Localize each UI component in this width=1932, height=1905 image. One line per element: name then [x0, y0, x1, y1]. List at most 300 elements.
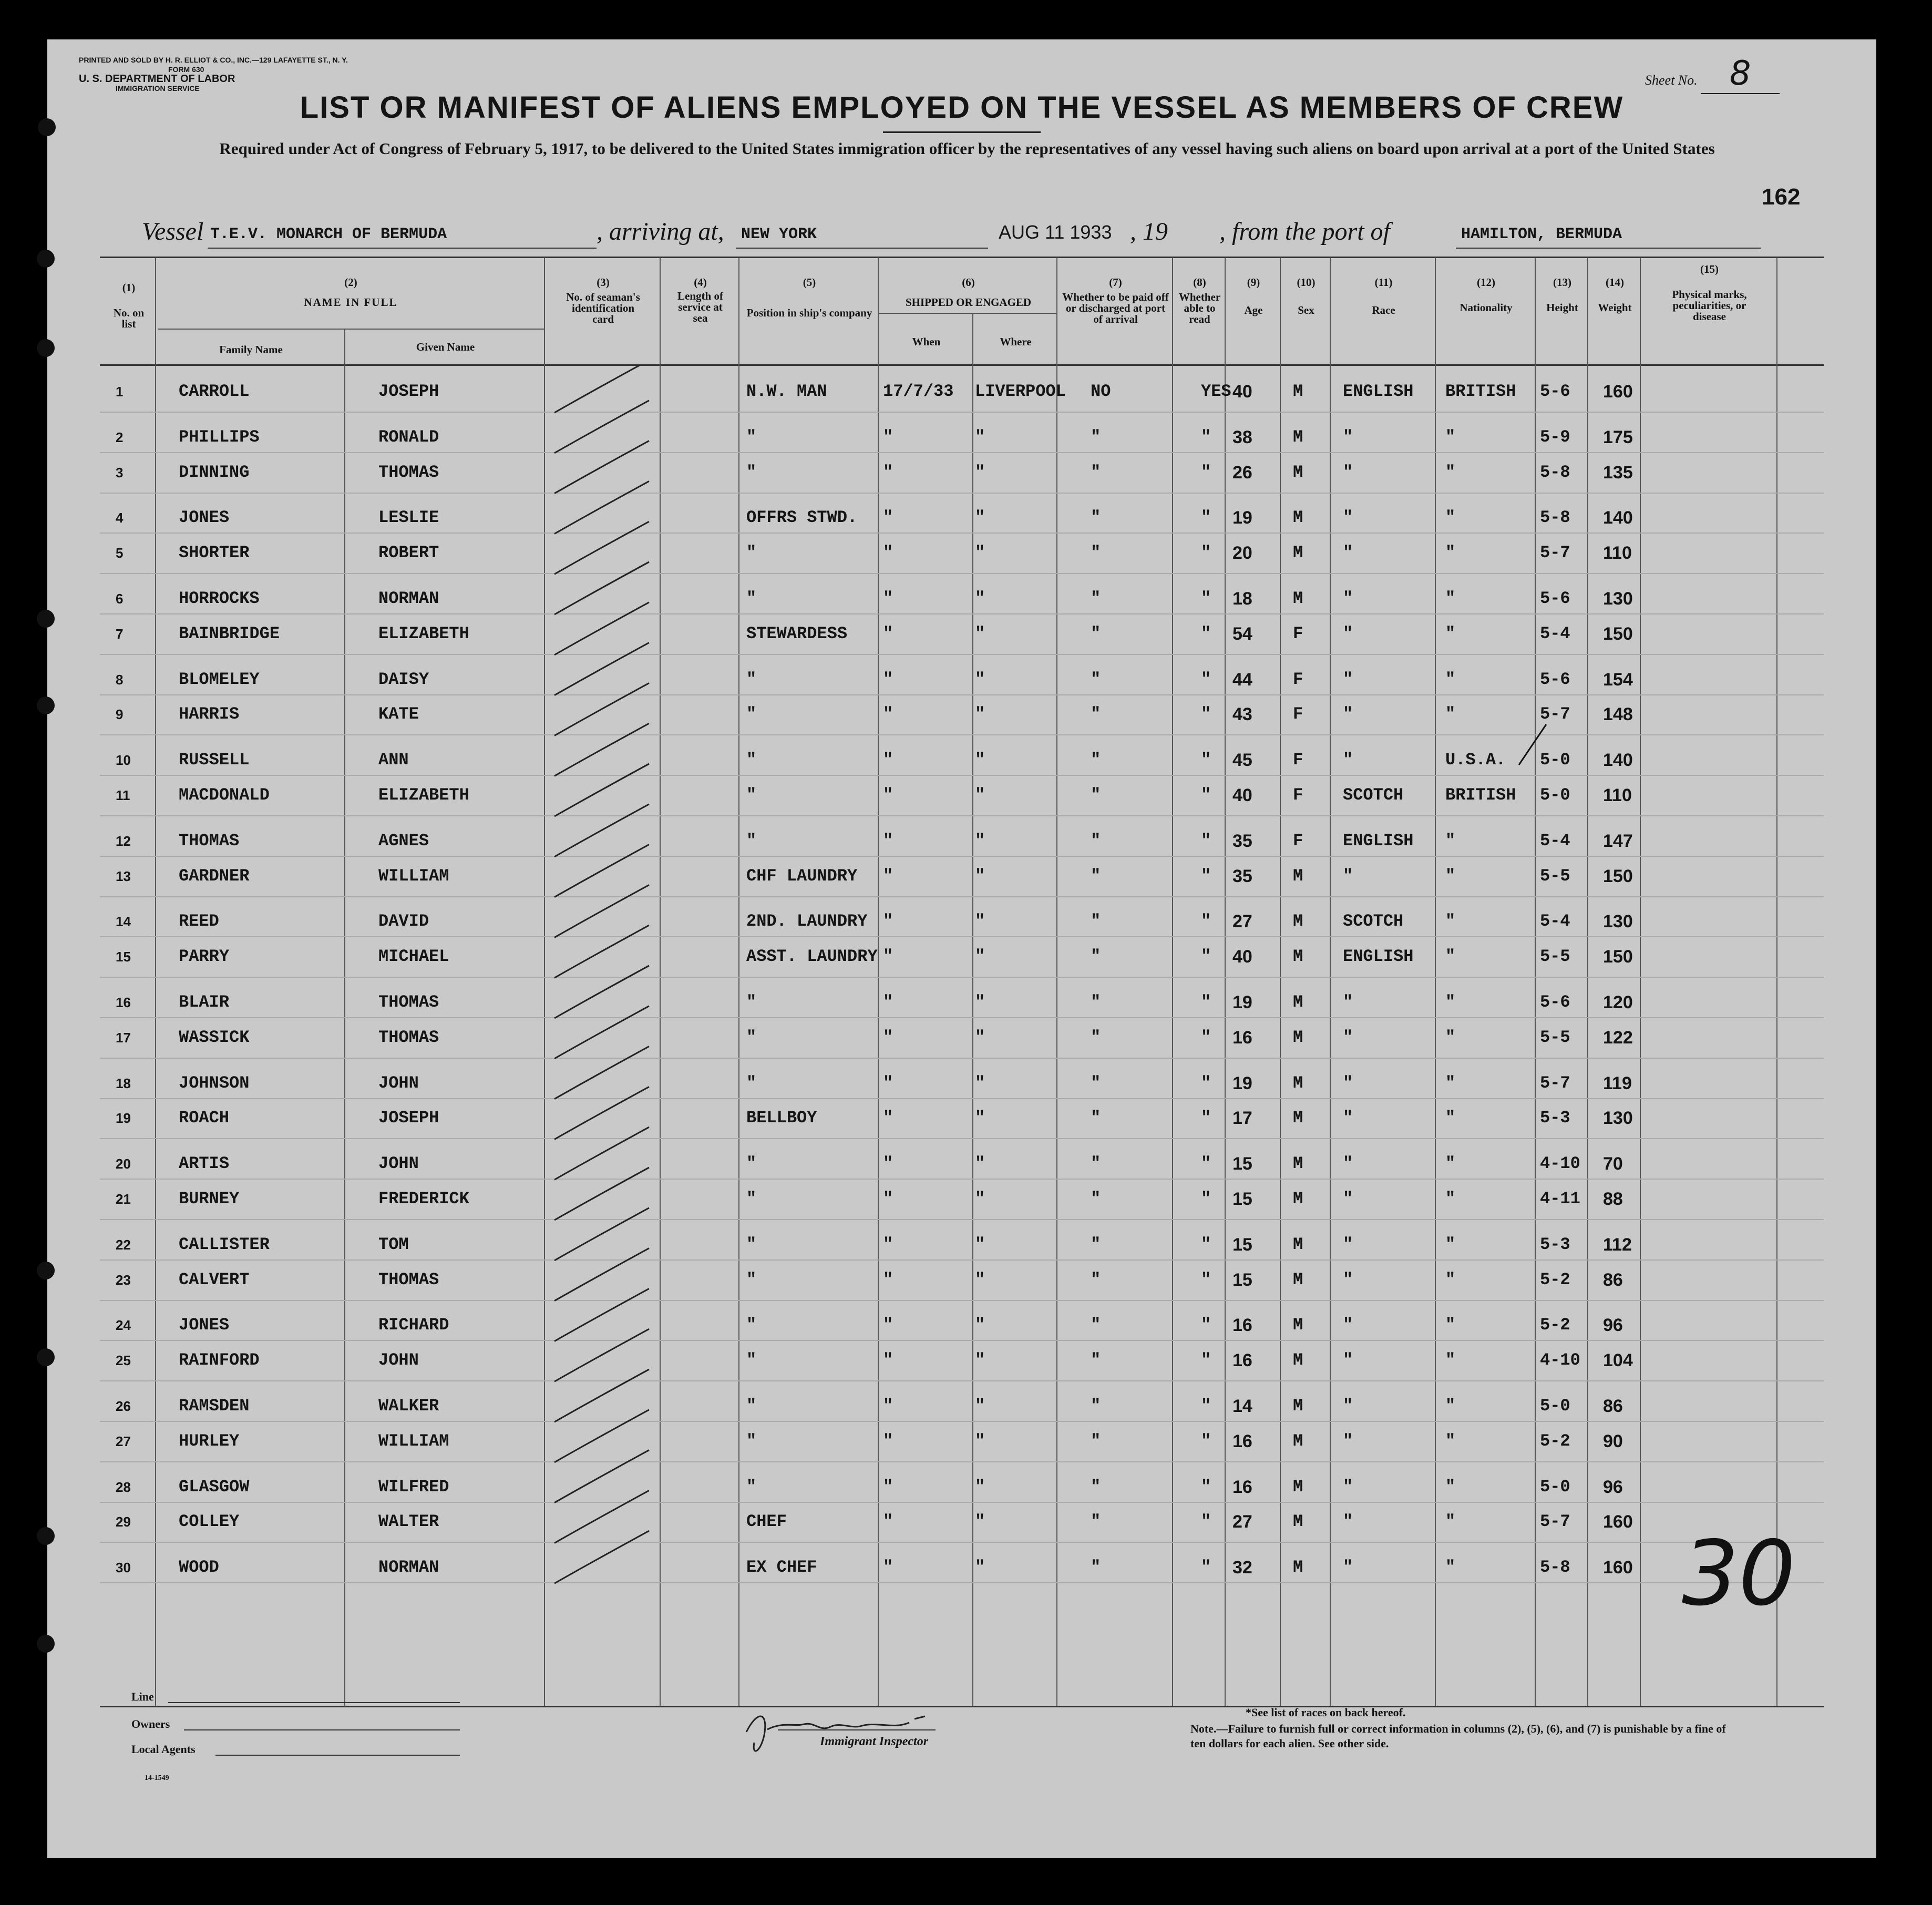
cell-age: 32 — [1232, 1558, 1252, 1578]
cell-able-to-read: " — [1201, 1396, 1211, 1416]
row-rule — [100, 815, 1824, 816]
cell-nationality: BRITISH — [1445, 785, 1516, 805]
cell-shipped-where: " — [975, 1431, 985, 1451]
binder-hole — [37, 1348, 55, 1366]
vessel-label: Vessel — [142, 218, 204, 245]
cell-sex: M — [1293, 427, 1303, 447]
cell-position: " — [746, 1269, 757, 1289]
cell-given-name: ANN — [378, 750, 409, 770]
cell-given-name: WALKER — [378, 1396, 439, 1416]
cell-given-name: NORMAN — [378, 1558, 439, 1578]
cell-given-name: THOMAS — [378, 1027, 439, 1047]
sheet-number: 8 — [1701, 54, 1780, 94]
cell-family-name: PHILLIPS — [179, 427, 260, 447]
cell-race: " — [1343, 1315, 1353, 1335]
pen-stroke — [554, 1248, 649, 1301]
cell-shipped-when: " — [883, 1269, 893, 1289]
pen-stroke — [554, 723, 649, 776]
col10-header: Sex — [1298, 304, 1314, 316]
cell-shipped-where: " — [975, 1269, 985, 1289]
races-note: *See list of races on back hereof. — [1246, 1706, 1406, 1719]
cell-shipped-where: " — [975, 1477, 985, 1497]
cell-shipped-where: " — [975, 589, 985, 608]
cell-sex: F — [1293, 831, 1303, 851]
cell-row-number: 25 — [116, 1353, 131, 1369]
cell-able-to-read: " — [1201, 1431, 1211, 1451]
cell-height: 5-7 — [1540, 543, 1570, 563]
cell-race: " — [1343, 750, 1353, 770]
col2-header: NAME IN FULL — [304, 296, 398, 309]
cell-height: 5-7 — [1540, 704, 1570, 724]
row-rule — [100, 452, 1824, 453]
cell-family-name: CALVERT — [179, 1269, 250, 1289]
col5-header: Position in ship's company — [746, 306, 872, 319]
cell-age: 16 — [1232, 1431, 1252, 1451]
cell-able-to-read: " — [1201, 1234, 1211, 1254]
cell-paid-off: " — [1091, 427, 1101, 447]
col2-family-header: Family Name — [219, 343, 283, 356]
cell-shipped-when: " — [883, 831, 893, 851]
cell-sex: M — [1293, 911, 1303, 931]
cell-shipped-where: " — [975, 543, 985, 563]
cell-given-name: WALTER — [378, 1512, 439, 1532]
column-divider — [1280, 258, 1281, 1706]
col9-header: Age — [1244, 304, 1263, 316]
cell-shipped-where: " — [975, 866, 985, 886]
cell-shipped-where: " — [975, 1396, 985, 1416]
cell-weight: 140 — [1603, 750, 1633, 771]
col15-header: Physical marks, peculiarities, or disease — [1672, 288, 1747, 323]
cell-position: " — [746, 1189, 757, 1208]
cell-nationality: " — [1445, 1189, 1456, 1208]
pen-stroke — [554, 1410, 649, 1462]
binder-hole — [37, 1262, 55, 1279]
cell-race: " — [1343, 992, 1353, 1012]
form-number: FORM 630 — [168, 65, 204, 74]
cell-shipped-where: " — [975, 1512, 985, 1532]
pen-stroke — [554, 683, 649, 735]
col8-number: (8) — [1193, 276, 1206, 289]
col2-number: (2) — [344, 276, 357, 289]
cell-race: " — [1343, 508, 1353, 528]
row-rule — [100, 1542, 1824, 1543]
cell-position: " — [746, 785, 757, 805]
cell-race: " — [1343, 1396, 1353, 1416]
column-divider — [1776, 258, 1777, 1706]
cell-family-name: CALLISTER — [179, 1234, 270, 1254]
cell-given-name: ROBERT — [378, 543, 439, 563]
cell-shipped-where: " — [975, 1558, 985, 1578]
cell-row-number: 2 — [116, 429, 124, 445]
cell-age: 43 — [1232, 704, 1252, 725]
cell-weight: 160 — [1603, 382, 1633, 402]
line-underline — [168, 1702, 460, 1703]
cell-sex: F — [1293, 704, 1303, 724]
cell-shipped-where: " — [975, 1073, 985, 1093]
cell-position: " — [746, 704, 757, 724]
cell-sex: M — [1293, 543, 1303, 563]
cell-sex: F — [1293, 750, 1303, 770]
cell-weight: 122 — [1603, 1027, 1633, 1048]
cell-row-number: 30 — [116, 1560, 131, 1576]
cell-shipped-where: " — [975, 462, 985, 482]
cell-nationality: " — [1445, 911, 1456, 931]
cell-family-name: THOMAS — [179, 831, 240, 851]
col9-number: (9) — [1247, 276, 1260, 289]
row-rule — [100, 1300, 1824, 1301]
cell-row-number: 19 — [116, 1110, 131, 1126]
col6-when-header: When — [912, 335, 941, 348]
cell-family-name: GARDNER — [179, 866, 250, 886]
cell-paid-off: " — [1091, 704, 1101, 724]
cell-shipped-when: " — [883, 462, 893, 482]
cell-sex: M — [1293, 589, 1303, 608]
cell-weight: 104 — [1603, 1350, 1633, 1371]
cell-shipped-where: " — [975, 623, 985, 643]
cell-paid-off: " — [1091, 1027, 1101, 1047]
cell-age: 17 — [1232, 1108, 1252, 1129]
from-label: , from the port of — [1219, 218, 1390, 245]
cell-family-name: BAINBRIDGE — [179, 623, 280, 643]
col6-header: SHIPPED OR ENGAGED — [905, 296, 1032, 309]
cell-race: ENGLISH — [1343, 831, 1414, 851]
cell-able-to-read: " — [1201, 1154, 1211, 1174]
cell-position: " — [746, 589, 757, 608]
cell-position: OFFRS STWD. — [746, 508, 858, 528]
cell-paid-off: " — [1091, 947, 1101, 967]
cell-position: " — [746, 750, 757, 770]
pen-stroke — [554, 1127, 649, 1180]
binder-hole — [37, 1635, 55, 1653]
cell-shipped-where: " — [975, 1027, 985, 1047]
cell-height: 5-8 — [1540, 1558, 1570, 1578]
cell-paid-off: " — [1091, 1154, 1101, 1174]
cell-able-to-read: " — [1201, 1512, 1211, 1532]
cell-height: 4-10 — [1540, 1154, 1580, 1174]
cell-position: " — [746, 1234, 757, 1254]
from-port: HAMILTON, BERMUDA — [1461, 226, 1622, 243]
cell-height: 5-2 — [1540, 1315, 1570, 1335]
inspector-label: Immigrant Inspector — [820, 1735, 929, 1748]
cell-given-name: ELIZABETH — [378, 785, 469, 805]
cell-race: " — [1343, 1108, 1353, 1128]
cell-given-name: WILLIAM — [378, 1431, 449, 1451]
cell-position: " — [746, 1027, 757, 1047]
cell-race: " — [1343, 669, 1353, 689]
cell-height: 5-0 — [1540, 785, 1570, 805]
cell-nationality: " — [1445, 427, 1456, 447]
cell-nationality: BRITISH — [1445, 382, 1516, 401]
cell-position: " — [746, 1350, 757, 1370]
col10-number: (10) — [1297, 276, 1316, 289]
cell-shipped-where: " — [975, 704, 985, 724]
cell-age: 14 — [1232, 1396, 1252, 1416]
cell-given-name: KATE — [378, 704, 419, 724]
cell-race: SCOTCH — [1343, 911, 1404, 931]
cell-family-name: GLASGOW — [179, 1477, 250, 1497]
cell-able-to-read: " — [1201, 866, 1211, 886]
cell-paid-off: " — [1091, 1431, 1101, 1451]
cell-sex: M — [1293, 1512, 1303, 1532]
pen-stroke — [554, 401, 649, 453]
cell-given-name: RONALD — [378, 427, 439, 447]
cell-sex: M — [1293, 992, 1303, 1012]
cell-position: " — [746, 1431, 757, 1451]
correction-mark — [1514, 720, 1556, 767]
year-label: , 19 — [1130, 218, 1168, 245]
cell-race: " — [1343, 462, 1353, 482]
cell-row-number: 21 — [116, 1191, 131, 1207]
cell-weight: 110 — [1603, 543, 1632, 564]
row-rule — [100, 734, 1824, 735]
cell-family-name: JONES — [179, 508, 230, 528]
cell-sex: M — [1293, 1350, 1303, 1370]
cell-given-name: WILFRED — [378, 1477, 449, 1497]
cell-height: 5-2 — [1540, 1269, 1570, 1289]
cell-sex: M — [1293, 1396, 1303, 1416]
cell-paid-off: NO — [1091, 382, 1111, 401]
cell-age: 20 — [1232, 543, 1252, 564]
form-code: 14-1549 — [145, 1774, 169, 1782]
cell-nationality: " — [1445, 589, 1456, 608]
cell-able-to-read: " — [1201, 1027, 1211, 1047]
cell-nationality: " — [1445, 1350, 1456, 1370]
cell-height: 5-4 — [1540, 911, 1570, 931]
cell-paid-off: " — [1091, 785, 1101, 805]
row-rule — [100, 412, 1824, 413]
col13-number: (13) — [1553, 276, 1571, 289]
cell-row-number: 20 — [116, 1156, 131, 1172]
cell-given-name: DAVID — [378, 911, 429, 931]
cell-position: " — [746, 992, 757, 1012]
cell-nationality: " — [1445, 543, 1456, 563]
cell-family-name: HURLEY — [179, 1431, 240, 1451]
cell-nationality: " — [1445, 1108, 1456, 1128]
cell-height: 5-8 — [1540, 462, 1570, 482]
inspector-underline — [778, 1729, 936, 1730]
column-divider — [972, 313, 973, 1706]
cell-able-to-read: YES — [1201, 382, 1231, 401]
date-stamp: AUG 11 1933 — [999, 221, 1112, 243]
cell-paid-off: " — [1091, 1477, 1101, 1497]
cell-shipped-where: " — [975, 669, 985, 689]
cell-able-to-read: " — [1201, 911, 1211, 931]
cell-given-name: JOHN — [378, 1350, 419, 1370]
cell-paid-off: " — [1091, 543, 1101, 563]
vessel-underline — [208, 248, 597, 249]
cell-shipped-where: " — [975, 1189, 985, 1208]
column-divider — [1172, 258, 1173, 1706]
cell-height: 5-5 — [1540, 866, 1570, 886]
cell-age: 16 — [1232, 1315, 1252, 1336]
cell-given-name: DAISY — [378, 669, 429, 689]
row-rule — [100, 977, 1824, 978]
penalty-note: Note.—Failure to furnish full or correct information in columns (2), (5), (6), and (7) is punishable by a fine of ten dollars for each alien. See other side. — [1190, 1722, 1726, 1750]
binder-hole — [37, 250, 55, 268]
col4-number: (4) — [694, 276, 707, 289]
cell-shipped-when: " — [883, 1431, 893, 1451]
cell-position: " — [746, 462, 757, 482]
cell-shipped-when: " — [883, 947, 893, 967]
cell-given-name: RICHARD — [378, 1315, 449, 1335]
cell-family-name: RAINFORD — [179, 1350, 260, 1370]
cell-paid-off: " — [1091, 589, 1101, 608]
cell-shipped-where: " — [975, 427, 985, 447]
pen-stroke — [554, 1167, 649, 1220]
cell-paid-off: " — [1091, 1073, 1101, 1093]
cell-race: ENGLISH — [1343, 382, 1414, 401]
cell-race: " — [1343, 1269, 1353, 1289]
cell-sex: F — [1293, 623, 1303, 643]
row-rule — [100, 654, 1824, 655]
cell-age: 16 — [1232, 1350, 1252, 1371]
cell-shipped-where: " — [975, 831, 985, 851]
pen-stroke — [554, 925, 649, 978]
column-divider — [1225, 258, 1226, 1706]
cell-age: 40 — [1232, 382, 1252, 402]
cell-family-name: BURNEY — [179, 1189, 240, 1208]
cell-row-number: 13 — [116, 868, 131, 884]
cell-nationality: " — [1445, 669, 1456, 689]
cell-paid-off: " — [1091, 623, 1101, 643]
arriving-underline — [736, 248, 988, 249]
cell-able-to-read: " — [1201, 508, 1211, 528]
cell-height: 5-3 — [1540, 1234, 1570, 1254]
manifest-sheet — [47, 39, 1876, 1858]
cell-paid-off: " — [1091, 1558, 1101, 1578]
cell-shipped-where: " — [975, 1234, 985, 1254]
row-rule — [100, 493, 1824, 494]
cell-race: " — [1343, 1073, 1353, 1093]
column-divider — [155, 258, 156, 1706]
cell-shipped-when: " — [883, 1396, 893, 1416]
col3-header: No. of seaman's identification card — [566, 291, 640, 325]
column-divider — [1640, 258, 1641, 1706]
cell-shipped-when: " — [883, 1154, 893, 1174]
cell-sex: M — [1293, 1234, 1303, 1254]
cell-nationality: " — [1445, 1027, 1456, 1047]
page-title: LIST OR MANIFEST OF ALIENS EMPLOYED ON THE VESSEL AS MEMBERS OF CREW — [300, 90, 1624, 125]
cell-given-name: WILLIAM — [378, 866, 449, 886]
cell-shipped-when: " — [883, 704, 893, 724]
cell-row-number: 28 — [116, 1479, 131, 1495]
cell-age: 35 — [1232, 831, 1252, 851]
column-divider — [1587, 258, 1588, 1706]
cell-nationality: " — [1445, 1512, 1456, 1532]
cell-able-to-read: " — [1201, 669, 1211, 689]
cell-given-name: THOMAS — [378, 462, 439, 482]
cell-position: EX CHEF — [746, 1558, 817, 1578]
row-rule — [100, 1502, 1824, 1503]
cell-shipped-when: " — [883, 992, 893, 1012]
row-rule — [100, 1380, 1824, 1381]
vessel-name: T.E.V. MONARCH OF BERMUDA — [210, 226, 447, 243]
cell-row-number: 18 — [116, 1075, 131, 1091]
cell-row-number: 7 — [116, 626, 124, 642]
col7-header: Whether to be paid off or discharged at port of arrival — [1062, 291, 1169, 325]
cell-age: 15 — [1232, 1154, 1252, 1174]
row-rule — [100, 532, 1824, 534]
row-rule — [100, 1259, 1824, 1261]
printer-line: PRINTED AND SOLD BY H. R. ELLIOT & CO., INC.—129 LAFAYETTE ST., N. Y. — [79, 56, 348, 64]
cell-position: " — [746, 1477, 757, 1497]
cell-height: 5-4 — [1540, 623, 1570, 643]
cell-able-to-read: " — [1201, 1269, 1211, 1289]
cell-height: 5-7 — [1540, 1073, 1570, 1093]
cell-nationality: " — [1445, 1477, 1456, 1497]
cell-race: " — [1343, 1477, 1353, 1497]
cell-weight: 130 — [1603, 589, 1633, 609]
cell-given-name: JOSEPH — [378, 382, 439, 401]
cell-shipped-where: " — [975, 785, 985, 805]
cell-paid-off: " — [1091, 831, 1101, 851]
cell-weight: 70 — [1603, 1154, 1623, 1174]
pen-stroke — [554, 1087, 649, 1139]
cell-age: 19 — [1232, 992, 1252, 1012]
pen-stroke — [554, 1288, 649, 1341]
cell-nationality: U.S.A. — [1445, 750, 1506, 770]
cell-able-to-read: " — [1201, 589, 1211, 608]
cell-age: 18 — [1232, 589, 1252, 609]
cell-race: " — [1343, 623, 1353, 643]
cell-weight: 154 — [1603, 669, 1633, 690]
col12-number: (12) — [1477, 276, 1495, 289]
cell-nationality: " — [1445, 1315, 1456, 1335]
cell-height: 5-2 — [1540, 1431, 1570, 1451]
cell-weight: 150 — [1603, 947, 1633, 967]
cell-race: " — [1343, 1558, 1353, 1578]
cell-family-name: CARROLL — [179, 382, 250, 401]
printer-imprint — [79, 55, 348, 93]
cell-family-name: HARRIS — [179, 704, 240, 724]
col4-header: Length of service at sea — [677, 290, 723, 324]
cell-able-to-read: " — [1201, 1315, 1211, 1335]
cell-shipped-where: " — [975, 947, 985, 967]
cell-paid-off: " — [1091, 1315, 1101, 1335]
service-name: IMMIGRATION SERVICE — [116, 84, 200, 93]
cell-paid-off: " — [1091, 1108, 1101, 1128]
cell-row-number: 8 — [116, 671, 124, 688]
cell-race: " — [1343, 1189, 1353, 1208]
cell-paid-off: " — [1091, 1269, 1101, 1289]
cell-sex: M — [1293, 382, 1303, 401]
cell-race: " — [1343, 1512, 1353, 1532]
cell-shipped-when: " — [883, 750, 893, 770]
cell-able-to-read: " — [1201, 1073, 1211, 1093]
vessel-line — [142, 217, 1761, 254]
cell-sex: M — [1293, 866, 1303, 886]
cell-nationality: " — [1445, 623, 1456, 643]
cell-family-name: HORROCKS — [179, 589, 260, 608]
cell-race: " — [1343, 866, 1353, 886]
cell-row-number: 16 — [116, 995, 131, 1010]
sheet-label: Sheet No. — [1645, 73, 1698, 88]
cell-height: 4-10 — [1540, 1350, 1580, 1370]
row-rule — [100, 1219, 1824, 1220]
cell-row-number: 12 — [116, 833, 131, 849]
cell-able-to-read: " — [1201, 427, 1211, 447]
cell-shipped-where: " — [975, 1350, 985, 1370]
cell-given-name: JOSEPH — [378, 1108, 439, 1128]
cell-weight: 88 — [1603, 1189, 1623, 1209]
cell-row-number: 1 — [116, 384, 124, 400]
cell-shipped-where: " — [975, 1154, 985, 1174]
cell-family-name: WOOD — [179, 1558, 219, 1578]
cell-position: " — [746, 831, 757, 851]
cell-position: N.W. MAN — [746, 382, 827, 401]
cell-shipped-when: " — [883, 508, 893, 528]
cell-weight: 119 — [1603, 1073, 1632, 1093]
